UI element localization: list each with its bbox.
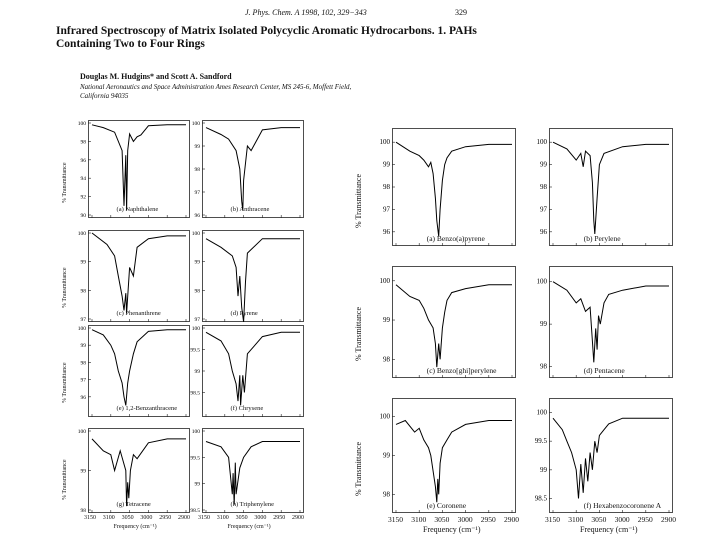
plot-frame bbox=[393, 399, 516, 513]
x-tick-label: 3100 bbox=[411, 515, 427, 524]
y-tick-label: 99.5 bbox=[534, 437, 547, 446]
x-tick-label: 2900 bbox=[504, 515, 519, 524]
y-tick-label: 98 bbox=[383, 183, 390, 191]
spectrum-line bbox=[206, 128, 300, 211]
y-tick-label: 99 bbox=[194, 259, 200, 266]
y-axis-label: % Transmittance bbox=[354, 441, 363, 496]
x-tick-label: 3050 bbox=[235, 515, 248, 521]
y-tick-label: 99 bbox=[80, 468, 86, 475]
x-tick-label: 3000 bbox=[614, 515, 630, 524]
y-tick-label: 96 bbox=[194, 213, 200, 219]
x-axis-label: Frequency (cm⁻¹) bbox=[113, 524, 157, 530]
spectrum-panel bbox=[191, 230, 304, 323]
panel-caption: (e) Coronene bbox=[426, 501, 467, 510]
y-tick-label: 99 bbox=[194, 369, 200, 375]
spectrum-line bbox=[92, 330, 186, 406]
spectrum-plot bbox=[77, 230, 190, 323]
y-tick-label: 98 bbox=[540, 362, 547, 371]
panel-caption: (c) Benzo[ghi]perylene bbox=[426, 366, 497, 375]
y-tick-label: 100 bbox=[77, 429, 86, 435]
spectrum-panel bbox=[191, 120, 304, 219]
spectrum-line bbox=[553, 282, 669, 363]
spectrum-panel bbox=[379, 128, 516, 246]
x-tick-label: 2900 bbox=[292, 515, 304, 521]
y-tick-label: 98.5 bbox=[534, 494, 547, 503]
spectrum-plot bbox=[534, 398, 673, 513]
y-tick-label: 90 bbox=[80, 213, 86, 219]
y-tick-label: 98 bbox=[80, 508, 86, 514]
x-tick-label: 2950 bbox=[480, 515, 496, 524]
x-tick-label: 3150 bbox=[388, 515, 403, 524]
y-tick-label: 98 bbox=[540, 183, 547, 191]
y-tick-label: 100 bbox=[191, 231, 200, 237]
spectrum-plot bbox=[77, 325, 190, 417]
y-tick-label: 98 bbox=[194, 288, 200, 295]
y-tick-label: 97 bbox=[194, 190, 200, 196]
y-tick-label: 99 bbox=[383, 316, 390, 325]
spectrum-plot bbox=[379, 266, 516, 378]
y-tick-label: 98.5 bbox=[190, 508, 200, 514]
y-tick-label: 99.5 bbox=[190, 455, 200, 462]
spectrum-panel bbox=[536, 128, 673, 246]
spectrum-panel bbox=[77, 120, 190, 219]
y-tick-label: 98 bbox=[80, 360, 86, 367]
x-tick-label: 3050 bbox=[121, 515, 134, 521]
x-tick-label: 3150 bbox=[545, 515, 560, 524]
spectrum-line bbox=[206, 442, 300, 505]
paper-affiliation: National Aeronautics and Space Administration Ames Research Center, MS 245-6, Moffett Field, California 94035 bbox=[80, 83, 352, 100]
y-tick-label: 97 bbox=[80, 317, 86, 323]
page-number: 329 bbox=[455, 8, 467, 17]
y-axis-label: % Transmittance bbox=[62, 162, 68, 204]
panel-caption: (b) Perylene bbox=[583, 234, 621, 243]
y-tick-label: 96 bbox=[80, 394, 86, 401]
spectrum-plot bbox=[77, 120, 190, 219]
spectrum-plot bbox=[190, 325, 304, 417]
spectrum-plot bbox=[191, 120, 304, 219]
spectrum-plot bbox=[191, 230, 304, 323]
y-tick-label: 100 bbox=[77, 326, 86, 332]
y-axis-label: % Transmittance bbox=[62, 267, 68, 309]
spectrum-line bbox=[553, 142, 669, 234]
plot-frame bbox=[550, 129, 673, 246]
plot-frame bbox=[550, 399, 673, 513]
spectrum-plot bbox=[379, 398, 516, 513]
spectrum-line bbox=[92, 125, 186, 211]
y-tick-label: 99 bbox=[383, 160, 390, 169]
y-tick-label: 97 bbox=[194, 317, 200, 323]
spectrum-line bbox=[206, 332, 300, 405]
x-tick-label: 3050 bbox=[591, 515, 607, 524]
panel-caption: (b) Anthracene bbox=[230, 206, 270, 213]
plot-frame bbox=[393, 129, 516, 246]
plot-frame bbox=[89, 326, 190, 417]
y-tick-label: 99 bbox=[383, 451, 390, 460]
panel-caption: (h) Triphenylene bbox=[230, 501, 275, 508]
y-tick-label: 100 bbox=[191, 429, 200, 435]
plot-frame bbox=[89, 231, 190, 322]
panel-caption: (d) Pentacene bbox=[583, 366, 625, 375]
x-tick-label: 3150 bbox=[198, 515, 210, 521]
plot-frame bbox=[203, 231, 304, 322]
paper-authors: Douglas M. Hudgins* and Scott A. Sandford bbox=[80, 72, 232, 81]
spectrum-panel bbox=[77, 325, 190, 417]
spectrum-line bbox=[396, 142, 512, 236]
spectrum-plot bbox=[536, 128, 673, 246]
y-tick-label: 99 bbox=[80, 343, 86, 350]
x-axis-label: Frequency (cm⁻¹) bbox=[227, 524, 271, 530]
x-tick-label: 3100 bbox=[216, 515, 229, 521]
y-tick-label: 99 bbox=[540, 465, 547, 474]
spectrum-panel bbox=[190, 325, 304, 417]
panel-caption: (d) Pyrene bbox=[230, 310, 258, 317]
spectrum-panel bbox=[190, 428, 304, 514]
spectrum-plot bbox=[379, 128, 516, 246]
y-tick-label: 98 bbox=[383, 355, 390, 364]
y-tick-label: 99 bbox=[540, 320, 547, 329]
panel-caption: (f) Chrysene bbox=[230, 405, 264, 412]
panel-caption: (f) Hexabenzocoronene A bbox=[583, 501, 662, 510]
plot-frame bbox=[89, 429, 190, 513]
y-tick-label: 98 bbox=[383, 490, 390, 499]
y-tick-label: 97 bbox=[80, 377, 86, 384]
y-tick-label: 96 bbox=[383, 227, 390, 236]
y-axis-label: % Transmittance bbox=[354, 174, 363, 229]
y-tick-label: 96 bbox=[540, 227, 547, 236]
spectrum-line bbox=[396, 285, 512, 367]
plot-frame bbox=[550, 267, 673, 378]
spectrum-line bbox=[92, 439, 186, 506]
x-axis-label: Frequency (cm⁻¹) bbox=[580, 525, 638, 534]
y-axis-label: % Transmittance bbox=[62, 362, 68, 404]
y-tick-label: 98 bbox=[80, 288, 86, 295]
x-tick-label: 3150 bbox=[84, 515, 96, 521]
y-tick-label: 100 bbox=[379, 138, 390, 147]
x-tick-label: 3100 bbox=[568, 515, 584, 524]
x-axis-label: Frequency (cm⁻¹) bbox=[423, 525, 481, 534]
y-tick-label: 100 bbox=[536, 408, 547, 417]
spectrum-line bbox=[396, 421, 512, 503]
y-tick-label: 97 bbox=[540, 205, 547, 214]
y-tick-label: 100 bbox=[536, 138, 547, 147]
x-tick-label: 3100 bbox=[102, 515, 115, 521]
y-tick-label: 100 bbox=[536, 277, 547, 286]
y-tick-label: 98 bbox=[194, 167, 200, 173]
x-tick-label: 2900 bbox=[178, 515, 190, 521]
x-tick-label: 2900 bbox=[661, 515, 676, 524]
y-tick-label: 97 bbox=[383, 205, 390, 214]
x-tick-label: 3000 bbox=[254, 515, 267, 521]
y-tick-label: 99 bbox=[540, 160, 547, 169]
y-tick-label: 100 bbox=[191, 326, 200, 332]
x-tick-label: 2950 bbox=[159, 515, 172, 521]
spectrum-panel bbox=[77, 428, 190, 514]
x-tick-label: 2950 bbox=[273, 515, 286, 521]
y-tick-label: 100 bbox=[191, 121, 200, 127]
y-axis-label: % Transmittance bbox=[354, 307, 363, 362]
spectrum-line bbox=[92, 233, 186, 313]
x-tick-label: 2950 bbox=[637, 515, 653, 524]
y-tick-label: 98.5 bbox=[190, 390, 200, 397]
panel-caption: (g) Tetracene bbox=[116, 501, 151, 508]
x-tick-label: 3000 bbox=[140, 515, 153, 521]
plot-frame bbox=[393, 267, 516, 378]
paper-title: Infrared Spectroscopy of Matrix Isolated Polycyclic Aromatic Hydrocarbons. 1. PAHs Containing Two to Four Rings bbox=[56, 25, 477, 50]
panel-caption: (e) 1,2-Benzanthracene bbox=[116, 405, 178, 412]
spectrum-panel bbox=[536, 266, 673, 378]
y-tick-label: 99.5 bbox=[190, 347, 200, 354]
spectrum-panel bbox=[77, 230, 190, 323]
plot-frame bbox=[89, 121, 190, 218]
x-tick-label: 3000 bbox=[457, 515, 473, 524]
y-tick-label: 100 bbox=[379, 412, 390, 421]
panel-caption: (a) Benzo(a)pyrene bbox=[426, 234, 485, 243]
plot-frame bbox=[203, 121, 304, 218]
y-tick-label: 98 bbox=[80, 139, 86, 146]
panel-caption: (c) Phenanthrene bbox=[116, 310, 161, 317]
y-tick-label: 100 bbox=[77, 121, 86, 127]
spectrum-line bbox=[553, 418, 669, 498]
y-tick-label: 94 bbox=[80, 176, 86, 183]
y-tick-label: 99 bbox=[194, 144, 200, 150]
journal-header: J. Phys. Chem. A 1998, 102, 329−343 bbox=[245, 8, 367, 17]
panel-caption: (a) Naphthalene bbox=[116, 206, 159, 213]
spectrum-panel bbox=[379, 398, 516, 513]
y-axis-label: % Transmittance bbox=[62, 459, 68, 501]
y-tick-label: 96 bbox=[80, 157, 86, 164]
y-tick-label: 99 bbox=[80, 259, 86, 266]
spectrum-panel bbox=[379, 266, 516, 378]
x-tick-label: 3050 bbox=[434, 515, 450, 524]
y-tick-label: 100 bbox=[77, 231, 86, 237]
spectrum-plot bbox=[536, 266, 673, 378]
y-tick-label: 99 bbox=[194, 481, 200, 488]
spectrum-panel bbox=[534, 398, 673, 513]
y-tick-label: 100 bbox=[379, 276, 390, 285]
y-tick-label: 92 bbox=[80, 194, 86, 201]
